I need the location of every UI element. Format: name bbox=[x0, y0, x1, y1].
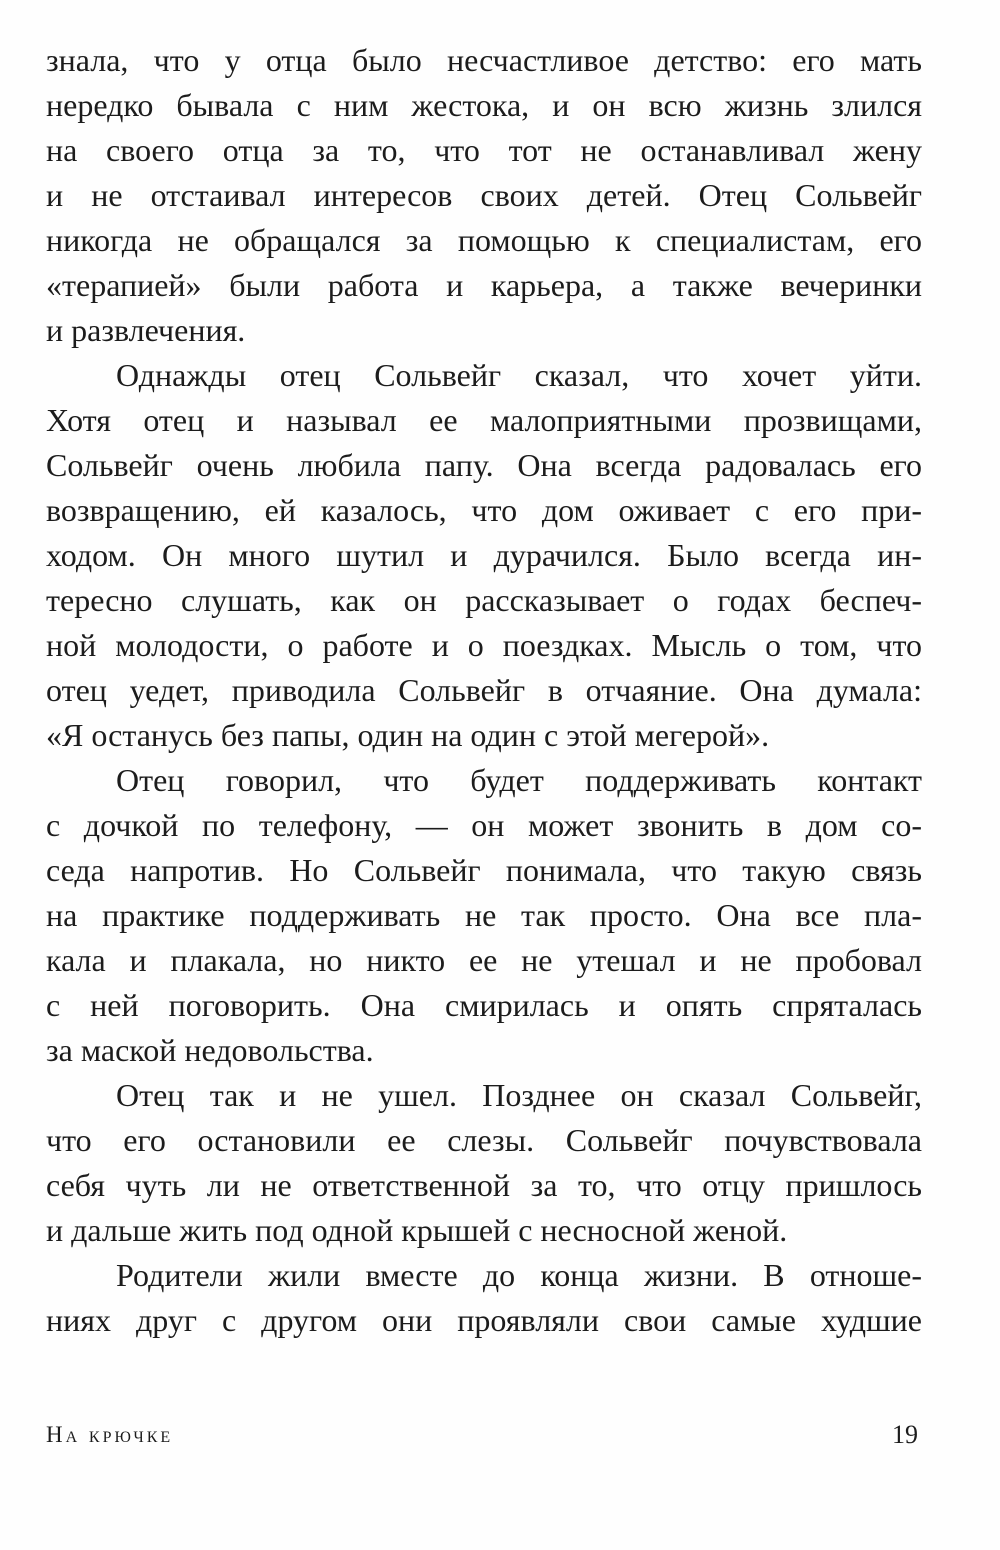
text-line: ной молодости, о работе и о поездках. Мысль о том, что bbox=[46, 627, 922, 663]
text-line: «Я останусь без папы, один на один с этой мегерой». bbox=[46, 717, 770, 753]
text-line: нередко бывала с ним жестока, и он всю жизнь злился bbox=[46, 87, 922, 123]
text-line: Отец так и не ушел. Позднее он сказал Сольвейг, bbox=[116, 1077, 922, 1113]
text-line: на своего отца за то, что тот не останавливал жену bbox=[46, 132, 922, 168]
text-line: и развлечения. bbox=[46, 312, 246, 348]
text-line: Отец говорил, что будет поддерживать контакт bbox=[116, 762, 922, 798]
running-title: На крючке bbox=[46, 1422, 174, 1447]
text-line: «терапией» были работа и карьера, а также вечеринки bbox=[46, 267, 922, 303]
text-line: Сольвейг очень любила папу. Она всегда радовалась его bbox=[46, 447, 922, 483]
text-line: что его остановили ее слезы. Сольвейг почувствовала bbox=[46, 1122, 922, 1158]
text-line: никогда не обращался за помощью к специалистам, его bbox=[46, 222, 922, 258]
body-text bbox=[46, 38, 922, 1343]
text-line: Родители жили вместе до конца жизни. В отноше- bbox=[116, 1257, 922, 1293]
text-line: отец уедет, приводила Сольвейг в отчаяние. Она думала: bbox=[46, 672, 922, 708]
text-line: ниях друг с другом они проявляли свои самые худшие bbox=[46, 1302, 922, 1338]
text-line: возвращению, ей казалось, что дом оживает с его при- bbox=[46, 492, 922, 528]
page-number: 19 bbox=[892, 1420, 918, 1449]
text-line: Хотя отец и называл ее малоприятными прозвищами, bbox=[46, 402, 922, 438]
text-line: на практике поддерживать не так просто. Она все пла- bbox=[46, 897, 922, 933]
text-line: и не отстаивал интересов своих детей. Отец Сольвейг bbox=[46, 177, 922, 213]
text-line: себя чуть ли не ответственной за то, что отцу пришлось bbox=[46, 1167, 922, 1203]
text-line: тересно слушать, как он рассказывает о годах беспеч- bbox=[46, 582, 922, 618]
text-line: Однажды отец Сольвейг сказал, что хочет уйти. bbox=[116, 357, 922, 393]
text-line: с ней поговорить. Она смирилась и опять спряталась bbox=[46, 987, 922, 1023]
text-line: ходом. Он много шутил и дурачился. Было всегда ин- bbox=[46, 537, 922, 573]
text-line: кала и плакала, но никто ее не утешал и не пробовал bbox=[46, 942, 922, 978]
text-line: знала, что у отца было несчастливое детство: его мать bbox=[46, 42, 922, 78]
text-line: и дальше жить под одной крышей с несносной женой. bbox=[46, 1212, 788, 1248]
text-line: с дочкой по телефону, — он может звонить в дом со- bbox=[46, 807, 922, 843]
text-line: за маской недовольства. bbox=[46, 1032, 374, 1068]
text-line: седа напротив. Но Сольвейг понимала, что такую связь bbox=[46, 852, 922, 888]
